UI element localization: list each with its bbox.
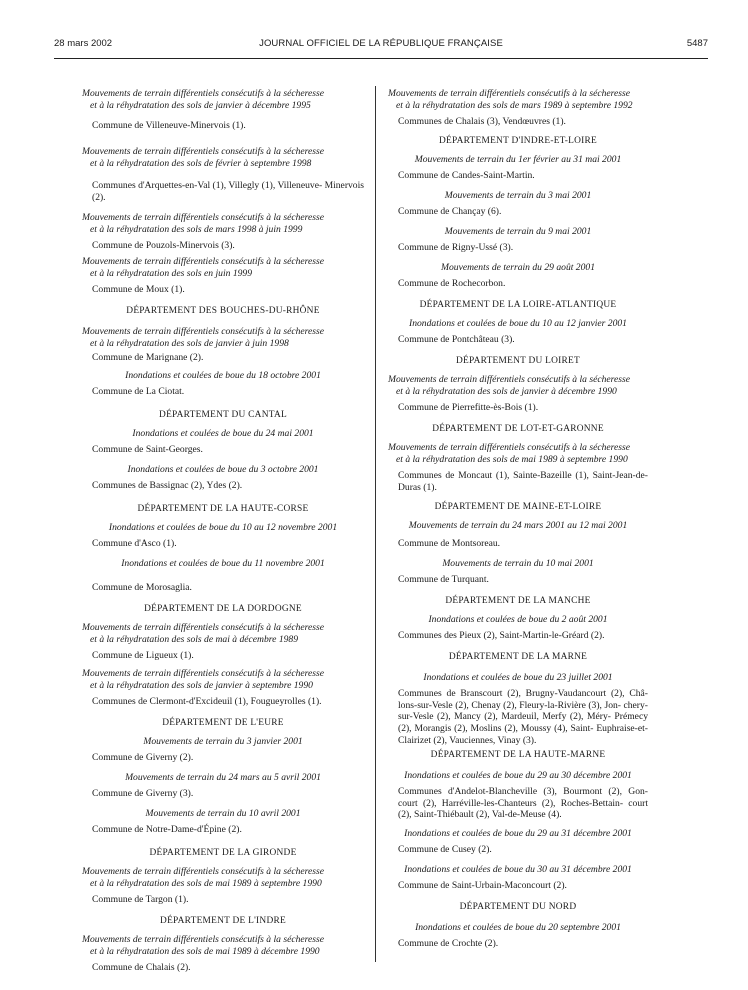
commune-list [388, 538, 648, 550]
event-title-line: Mouvements de terrain différentiels consécutifs à la sécheresse [82, 326, 325, 337]
decree-event-title [82, 146, 364, 169]
commune-list [82, 352, 364, 364]
commune-text: Commune de Ligueux (1). [92, 650, 194, 661]
commune-list [82, 386, 364, 398]
event-title-line: Mouvements de terrain différentiels consécutifs à la sécheresse [82, 212, 325, 223]
decree-event-title: Mouvements de terrain du 3 janvier 2001 [143, 736, 303, 747]
event-title-line: Mouvements de terrain différentiels consécutifs à la sécheresse [82, 866, 325, 877]
department-heading: DÉPARTEMENT DE L'EURE [162, 718, 284, 728]
commune-text: Commune de Pontchâteau (3). [398, 334, 515, 345]
commune-text: Commune de Giverny (3). [92, 788, 194, 799]
department-heading: DÉPARTEMENT DU CANTAL [159, 410, 287, 420]
decree-event-title: Inondations et coulées de boue du 29 au 30 décembre 2001 [404, 770, 632, 781]
event-title-line: et à la réhydratation des sols de janvier à juin 1998 [90, 337, 289, 349]
event-title-line: Mouvements de terrain différentiels consécutifs à la sécheresse [388, 374, 631, 385]
commune-text: Commune de Villeneuve-Minervois (1). [92, 120, 246, 131]
commune-list [82, 284, 364, 296]
commune-text-continued: lons-sur-Vesle (2), Chenay (2), Fleury-la-Rivière (3), Jon- chery-sur-Vesle (2), Mancy (2), Mardeuil, Merfy (2), Méry- Prémecy (2), Morangis (2), Moslins (2), Moussy (4), Saint- Euphraise-et-Clairizet (2), Vauciennes, Vinay (3). [398, 699, 648, 746]
commune-list [82, 538, 364, 550]
commune-text: Commune de Pouzols-Minervois (3). [92, 240, 235, 251]
commune-text: Commune de Candes-Saint-Martin. [398, 170, 535, 181]
event-title-line: Mouvements de terrain différentiels consécutifs à la sécheresse [82, 146, 325, 157]
commune-list [82, 788, 364, 800]
decree-event-title: Inondations et coulées de boue du 11 novembre 2001 [121, 558, 325, 569]
commune-text: Commune de Marignane (2). [92, 352, 204, 363]
decree-event-title: Mouvements de terrain du 10 mai 2001 [442, 558, 594, 569]
department-heading: DÉPARTEMENT DE LA LOIRE-ATLANTIQUE [419, 300, 617, 310]
commune-text: Commune de Montsoreau. [398, 538, 501, 549]
decree-event-title: Mouvements de terrain du 24 mars 2001 au 12 mai 2001 [408, 520, 628, 531]
decree-event-title: Mouvements de terrain du 10 avril 2001 [145, 808, 301, 819]
decree-event-title [82, 668, 364, 691]
department-heading: DÉPARTEMENT DE LOT-ET-GARONNE [432, 424, 604, 434]
commune-text: Commune de Pierrefitte-ès-Bois (1). [398, 402, 539, 413]
commune-list [388, 116, 648, 128]
event-title-line: et à la réhydratation des sols de mai à décembre 1989 [90, 633, 299, 645]
commune-list [388, 844, 648, 856]
department-heading: DÉPARTEMENT DE LA GIRONDE [149, 848, 297, 858]
commune-text: Commune de Turquant. [398, 574, 489, 585]
commune-list [388, 630, 648, 642]
decree-event-title: Mouvements de terrain du 9 mai 2001 [444, 226, 592, 237]
event-title-line: et à la réhydratation des sols de janvier à décembre 1995 [90, 99, 311, 111]
event-title-line: Mouvements de terrain différentiels consécutifs à la sécheresse [388, 88, 631, 99]
commune-list [82, 480, 364, 492]
department-heading: DÉPARTEMENT D'INDRE-ET-LOIRE [438, 136, 598, 146]
page-header [54, 38, 708, 54]
decree-event-title: Inondations et coulées de boue du 10 au 12 janvier 2001 [409, 318, 627, 329]
commune-text: Commune de La Ciotat. [92, 386, 185, 397]
commune-list [82, 752, 364, 764]
commune-text: Commune de Morosaglia. [92, 582, 192, 593]
decree-event-title [82, 326, 364, 349]
department-heading: DÉPARTEMENT DE L'INDRE [160, 916, 286, 926]
commune-text: Communes de Bassignac (2), Ydes (2). [92, 480, 243, 491]
header-rule [54, 58, 708, 59]
decree-event-title: Inondations et coulées de boue du 30 au 31 décembre 2001 [404, 864, 632, 875]
commune-text: Communes de Moncaut (1), Sainte-Bazeille (1), Saint-Jean-de- [398, 470, 648, 481]
commune-text: Commune de Rigny-Ussé (3). [398, 242, 514, 253]
commune-list [82, 824, 364, 836]
decree-event-title: Inondations et coulées de boue du 20 septembre 2001 [415, 922, 621, 933]
department-heading: DÉPARTEMENT DE LA DORDOGNE [144, 604, 302, 614]
commune-list [388, 170, 648, 182]
event-title-line: et à la réhydratation des sols de mai 1989 à septembre 1990 [396, 453, 628, 465]
department-heading: DÉPARTEMENT DE LA MARNE [448, 652, 588, 662]
issue-date: 28 mars 2002 [54, 38, 113, 49]
event-title-line: Mouvements de terrain différentiels consécutifs à la sécheresse [388, 442, 631, 453]
event-title-line: Mouvements de terrain différentiels consécutifs à la sécheresse [82, 88, 325, 99]
decree-event-title [82, 88, 364, 111]
commune-list [82, 696, 364, 708]
commune-list [82, 894, 364, 906]
event-title-line: Mouvements de terrain différentiels consécutifs à la sécheresse [82, 622, 325, 633]
page-number: 5487 [686, 38, 708, 49]
column-separator [375, 86, 376, 962]
commune-text: Communes de Branscourt (2), Brugny-Vaudancourt (2), Châ- [398, 688, 648, 699]
commune-list [82, 650, 364, 662]
event-title-line: et à la réhydratation des sols de mai 1989 à décembre 1990 [90, 945, 320, 957]
department-heading: DÉPARTEMENT DE LA HAUTE-CORSE [137, 504, 309, 514]
commune-text: Commune de Saint-Urbain-Maconcourt (2). [398, 880, 567, 891]
decree-event-title [388, 374, 648, 397]
commune-list [388, 786, 648, 821]
right-column [388, 70, 648, 990]
event-title-line: Mouvements de terrain différentiels consécutifs à la sécheresse [82, 668, 325, 679]
journal-title: JOURNAL OFFICIEL DE LA RÉPUBLIQUE FRANÇAISE [259, 38, 503, 49]
commune-text: Commune de Saint-Georges. [92, 444, 203, 455]
decree-event-title: Inondations et coulées de boue du 24 mai 2001 [132, 428, 314, 439]
commune-list [388, 402, 648, 414]
decree-event-title: Inondations et coulées de boue du 23 juillet 2001 [423, 672, 613, 683]
event-title-line: et à la réhydratation des sols de mars 1998 à juin 1999 [90, 223, 303, 235]
decree-event-title: Mouvements de terrain du 29 août 2001 [440, 262, 595, 273]
commune-text: Commune de Targon (1). [92, 894, 189, 905]
commune-list [82, 444, 364, 456]
commune-list [388, 574, 648, 586]
commune-text: Communes de Clermont-d'Excideuil (1), Fougueyrolles (1). [92, 696, 322, 707]
decree-event-title: Inondations et coulées de boue du 2 août 2001 [428, 614, 608, 625]
commune-list [82, 962, 364, 974]
decree-event-title [82, 622, 364, 645]
department-heading: DÉPARTEMENT DE LA HAUTE-MARNE [430, 750, 606, 760]
event-title-line: et à la réhydratation des sols de janvier à décembre 1990 [396, 385, 617, 397]
decree-event-title [82, 256, 364, 279]
decree-event-title: Inondations et coulées de boue du 29 au 31 décembre 2001 [404, 828, 632, 839]
commune-text: Commune de Chalais (2). [92, 962, 191, 973]
decree-event-title: Mouvements de terrain du 3 mai 2001 [444, 190, 592, 201]
department-heading: DÉPARTEMENT DE MAINE-ET-LOIRE [434, 502, 602, 512]
event-title-line: et à la réhydratation des sols de février à septembre 1998 [90, 157, 312, 169]
commune-text: Communes des Pieux (2), Saint-Martin-le-Gréard (2). [398, 630, 605, 641]
commune-list [82, 240, 364, 252]
department-heading: DÉPARTEMENT DU NORD [459, 902, 577, 912]
commune-list [82, 120, 364, 132]
decree-event-title [388, 88, 648, 111]
commune-list [388, 688, 648, 747]
department-heading: DÉPARTEMENT DES BOUCHES-DU-RHÔNE [126, 306, 320, 316]
event-title-line: et à la réhydratation des sols de mars 1989 à septembre 1992 [396, 99, 633, 111]
event-title-line: et à la réhydratation des sols de mai 1989 à septembre 1990 [90, 877, 322, 889]
decree-event-title: Inondations et coulées de boue du 18 octobre 2001 [125, 370, 321, 381]
commune-list [388, 880, 648, 892]
commune-list [388, 206, 648, 218]
commune-list [82, 582, 364, 594]
decree-event-title [82, 866, 364, 889]
commune-text: Commune de Crochte (2). [398, 938, 499, 949]
commune-text: Communes de Chalais (3), Vendœuvres (1). [398, 116, 566, 127]
commune-text: Commune de Rochecorbon. [398, 278, 506, 289]
decree-event-title: Mouvements de terrain du 1er février au 31 mai 2001 [414, 154, 622, 165]
event-title-line: Mouvements de terrain différentiels consécutifs à la sécheresse [82, 934, 325, 945]
commune-text: Commune d'Asco (1). [92, 538, 177, 549]
commune-list [388, 242, 648, 254]
commune-text: Commune de Moux (1). [92, 284, 185, 295]
commune-text: Commune de Notre-Dame-d'Épine (2). [92, 824, 242, 835]
event-title-line: et à la réhydratation des sols en juin 1999 [90, 267, 253, 279]
commune-text: Communes d'Andelot-Blancheville (3), Bourmont (2), Gon- [398, 786, 648, 797]
decree-event-title: Mouvements de terrain du 24 mars au 5 avril 2001 [125, 772, 321, 783]
decree-event-title: Inondations et coulées de boue du 10 au 12 novembre 2001 [108, 522, 338, 533]
decree-event-title [388, 442, 648, 465]
commune-text: Commune de Cusey (2). [398, 844, 492, 855]
commune-text: Communes d'Arquettes-en-Val (1), Villegly (1), Villeneuve- [92, 180, 323, 191]
commune-list [388, 470, 648, 493]
decree-event-title [82, 212, 364, 235]
commune-text: Commune de Chançay (6). [398, 206, 502, 217]
commune-list [388, 278, 648, 290]
department-heading: DÉPARTEMENT DE LA MANCHE [445, 596, 591, 606]
department-heading: DÉPARTEMENT DU LOIRET [456, 356, 580, 366]
decree-event-title: Inondations et coulées de boue du 3 octobre 2001 [127, 464, 319, 475]
commune-text-continued: court (2), Harréville-les-Chanteurs (2), Roches-Bettain- court (2), Saint-Thiébault (2), Val-de-Meuse (4). [398, 797, 648, 821]
commune-text-continued: Minervois (2). [92, 180, 365, 203]
event-title-line: et à la réhydratation des sols de janvier à septembre 1990 [90, 679, 313, 691]
commune-text-continued: Duras (1). [398, 481, 437, 493]
left-column [82, 70, 364, 990]
commune-list [82, 180, 364, 203]
commune-text: Commune de Giverny (2). [92, 752, 194, 763]
commune-list [388, 938, 648, 950]
event-title-line: Mouvements de terrain différentiels consécutifs à la sécheresse [82, 256, 325, 267]
commune-list [388, 334, 648, 346]
decree-event-title [82, 934, 364, 957]
